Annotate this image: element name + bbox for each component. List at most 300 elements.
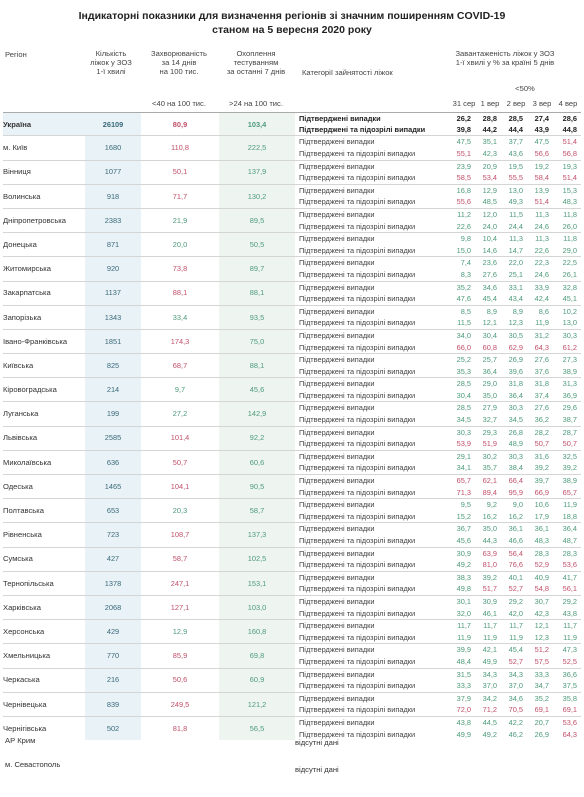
- date-header: 1 вер: [480, 99, 500, 108]
- category-label: Підтверджені випадки: [295, 354, 449, 366]
- testing-value: 142,9: [219, 402, 295, 426]
- occupancy-value: 61,2: [562, 342, 577, 352]
- occupancy-value: 36,4: [482, 366, 497, 376]
- occupancy-value: 42,1: [475, 644, 501, 656]
- occupancy-value: 76,6: [508, 560, 523, 570]
- beds-count: 636: [85, 450, 141, 474]
- threshold-testing: >24 на 100 тис.: [229, 99, 283, 108]
- testing-value: 103,4: [219, 113, 295, 136]
- category-label: Підтверджені випадки: [295, 113, 449, 125]
- occupancy-value: 27,4: [527, 113, 553, 125]
- morbidity-value: 33,4: [141, 305, 219, 329]
- occupancy-value: 30,1: [449, 595, 475, 607]
- occupancy-value: 30,5: [501, 329, 527, 341]
- testing-value: 90,5: [219, 475, 295, 499]
- region-name: Рівненська: [3, 523, 85, 547]
- occupancy-value: 51,4: [553, 136, 581, 148]
- occupancy-value: 35,2: [449, 281, 475, 293]
- occupancy-value: 16,2: [508, 511, 523, 521]
- region-name: Дніпропетровська: [3, 208, 85, 232]
- morbidity-value: 247,1: [141, 571, 219, 595]
- table-row: [3, 257, 581, 269]
- occupancy-value: 50,7: [534, 439, 549, 449]
- occupancy-value: 30,3: [501, 450, 527, 462]
- occupancy-value: 65,7: [449, 475, 475, 487]
- occupancy-value: 49,2: [482, 729, 497, 739]
- table-row: [3, 281, 581, 293]
- beds-count: 1077: [85, 160, 141, 184]
- testing-value: 45,6: [219, 378, 295, 402]
- morbidity-value: 101,4: [141, 426, 219, 450]
- occupancy-value: 36,4: [508, 390, 523, 400]
- morbidity-value: 58,7: [141, 547, 219, 571]
- header-testing: Охоплення тестуванням за останні 7 днів: [226, 49, 286, 76]
- header-category: Категорії зайнятості ліжок: [302, 68, 393, 77]
- category-label: Підтверджені випадки: [295, 136, 449, 148]
- category-label: Підтверджені випадки: [295, 499, 449, 511]
- table-row: [3, 499, 581, 511]
- occupancy-value: 29,0: [562, 245, 577, 255]
- beds-count: 1680: [85, 136, 141, 160]
- occupancy-value: 38,3: [449, 571, 475, 583]
- occupancy-value: 52,5: [562, 656, 577, 666]
- testing-value: 102,5: [219, 547, 295, 571]
- occupancy-value: 48,5: [482, 197, 497, 207]
- header-occupancy: Завантаженість ліжок у ЗОЗ 1-ї хвилі у % за країні 5 днів: [455, 49, 555, 67]
- table-row: [3, 547, 581, 559]
- testing-value: 130,2: [219, 184, 295, 208]
- threshold-morbidity: <40 на 100 тис.: [152, 99, 206, 108]
- occupancy-value: 30,4: [456, 390, 471, 400]
- testing-value: 153,1: [219, 571, 295, 595]
- category-label: Підтверджені випадки: [295, 208, 449, 220]
- occupancy-value: 14,6: [482, 245, 497, 255]
- occupancy-value: 11,9: [563, 632, 577, 642]
- category-label: Підтверджені та підозрілі випадки: [299, 390, 416, 400]
- category-label: Підтверджені та підозрілі випадки: [299, 632, 416, 642]
- region-name: Харківська: [3, 595, 85, 619]
- region-name: Миколаївська: [3, 450, 85, 474]
- category-label: Підтверджені випадки: [295, 668, 449, 680]
- occupancy-value: 56,4: [501, 547, 527, 559]
- occupancy-value: 36,1: [501, 523, 527, 535]
- occupancy-value: 66,9: [534, 487, 549, 497]
- region-name: Луганська: [3, 402, 85, 426]
- occupancy-value: 34,3: [475, 668, 501, 680]
- testing-value: 121,2: [219, 692, 295, 716]
- date-header: 3 вер: [532, 99, 552, 108]
- occupancy-value: 30,3: [501, 402, 527, 414]
- table-row: [3, 184, 581, 196]
- category-label: Підтверджені випадки: [295, 523, 449, 535]
- category-label: Підтверджені випадки: [295, 402, 449, 414]
- category-label: Підтверджені випадки: [295, 257, 449, 269]
- occupancy-value: 11,2: [449, 208, 475, 220]
- occupancy-value: 52,7: [508, 656, 523, 666]
- occupancy-value: 51,2: [527, 644, 553, 656]
- occupancy-value: 35,2: [527, 692, 553, 704]
- region-name: Закарпатська: [3, 281, 85, 305]
- table-row: [3, 113, 581, 125]
- occupancy-value: 36,2: [534, 415, 549, 425]
- morbidity-value: 71,7: [141, 184, 219, 208]
- occupancy-value: 49,9: [456, 729, 471, 739]
- morbidity-value: 88,1: [141, 281, 219, 305]
- occupancy-value: 36,4: [553, 523, 581, 535]
- occupancy-value: 11,9: [535, 318, 549, 328]
- occupancy-value: 31,6: [527, 450, 553, 462]
- occupancy-value: 48,3: [534, 536, 549, 545]
- header-beds: Кількість ліжок у ЗОЗ 1-ї хвилі: [90, 49, 132, 76]
- beds-count: 502: [85, 716, 141, 740]
- occupancy-value: 12,1: [482, 318, 497, 328]
- testing-value: 58,7: [219, 499, 295, 523]
- occupancy-value: 53,6: [553, 716, 581, 728]
- occupancy-value: 55,6: [456, 197, 471, 207]
- occupancy-value: 24,6: [534, 221, 549, 231]
- report-title: Індикаторні показники для визначення регіонів зі значним поширенням COVID-19: [78, 10, 506, 22]
- occupancy-value: 39,9: [449, 644, 475, 656]
- occupancy-value: 36,6: [553, 668, 581, 680]
- category-label: Підтверджені випадки: [295, 305, 449, 317]
- beds-count: 2585: [85, 426, 141, 450]
- morbidity-value: 73,8: [141, 257, 219, 281]
- category-label: Підтверджені та підозрілі випадки: [299, 294, 416, 304]
- morbidity-value: 80,9: [141, 113, 219, 136]
- occupancy-value: 20,7: [527, 716, 553, 728]
- occupancy-value: 33,9: [527, 281, 553, 293]
- category-label: Підтверджені та підозрілі випадки: [299, 269, 416, 279]
- date-header: 4 вер: [558, 99, 578, 108]
- category-label: Підтверджені та підозрілі випадки: [299, 342, 416, 352]
- occupancy-value: 24,4: [508, 221, 523, 231]
- occupancy-value: 19,2: [527, 160, 553, 172]
- category-label: Підтверджені випадки: [295, 329, 449, 341]
- testing-value: 93,5: [219, 305, 295, 329]
- category-label: Підтверджені випадки: [295, 450, 449, 462]
- occupancy-value: 36,1: [527, 523, 553, 535]
- occupancy-value: 35,0: [475, 523, 501, 535]
- category-label: Підтверджені випадки: [295, 160, 449, 172]
- beds-count: 918: [85, 184, 141, 208]
- occupancy-value: 26,9: [534, 729, 549, 739]
- beds-count: 770: [85, 644, 141, 668]
- occupancy-value: 46,2: [508, 729, 523, 739]
- occupancy-value: 16,8: [449, 184, 475, 196]
- table-row: [3, 644, 581, 656]
- occupancy-value: 22,6: [456, 221, 471, 231]
- occupancy-value: 30,3: [449, 426, 475, 438]
- footer-note: відсутні дані: [295, 738, 339, 747]
- table-row: [3, 668, 581, 680]
- occupancy-value: 35,3: [456, 366, 471, 376]
- occupancy-value: 28,6: [553, 113, 581, 125]
- morbidity-value: 127,1: [141, 595, 219, 619]
- occupancy-value: 40,9: [527, 571, 553, 583]
- morbidity-value: 27,2: [141, 402, 219, 426]
- occupancy-value: 11,3: [527, 233, 553, 245]
- occupancy-value: 28,5: [501, 113, 527, 125]
- occupancy-value: 39,2: [562, 463, 577, 473]
- beds-count: 1343: [85, 305, 141, 329]
- occupancy-value: 66,4: [501, 475, 527, 487]
- category-label: Підтверджені та підозрілі випадки: [299, 197, 416, 207]
- occupancy-value: 53,6: [562, 560, 577, 570]
- occupancy-value: 15,3: [553, 184, 581, 196]
- occupancy-value: 43,8: [562, 608, 577, 618]
- category-label: Підтверджені та підозрілі випадки: [299, 173, 416, 183]
- region-name: Україна: [3, 113, 85, 136]
- occupancy-value: 34,2: [475, 692, 501, 704]
- category-label: Підтверджені випадки: [295, 595, 449, 607]
- occupancy-value: 11,7: [449, 620, 475, 632]
- occupancy-value: 70,5: [508, 705, 523, 715]
- occupancy-value: 66,0: [456, 342, 471, 352]
- category-label: Підтверджені випадки: [295, 692, 449, 704]
- region-name: Сумська: [3, 547, 85, 571]
- occupancy-value: 34,1: [456, 463, 471, 473]
- occupancy-value: 54,8: [534, 584, 549, 594]
- category-label: Підтверджені випадки: [295, 378, 449, 390]
- occupancy-value: 11,7: [501, 620, 527, 632]
- table-row: [3, 620, 581, 632]
- occupancy-value: 53,9: [456, 439, 471, 449]
- occupancy-value: 37,7: [501, 136, 527, 148]
- occupancy-value: 9,0: [501, 499, 527, 511]
- beds-count: 839: [85, 692, 141, 716]
- occupancy-value: 12,3: [508, 318, 523, 328]
- occupancy-value: 11,9: [509, 632, 523, 642]
- occupancy-value: 43,4: [508, 294, 523, 304]
- region-name: Хмельницька: [3, 644, 85, 668]
- occupancy-value: 17,9: [534, 511, 549, 521]
- occupancy-value: 34,7: [534, 681, 549, 691]
- morbidity-value: 50,6: [141, 668, 219, 692]
- occupancy-value: 44,2: [482, 125, 497, 135]
- occupancy-value: 11,9: [483, 632, 497, 642]
- occupancy-value: 39,2: [534, 463, 549, 473]
- occupancy-value: 14,7: [508, 245, 523, 255]
- occupancy-value: 71,3: [456, 487, 471, 497]
- testing-value: 89,5: [219, 208, 295, 232]
- occupancy-value: 36,9: [562, 390, 577, 400]
- occupancy-value: 48,9: [508, 439, 523, 449]
- occupancy-value: 32,0: [456, 608, 471, 618]
- occupancy-value: 10,2: [553, 305, 581, 317]
- occupancy-table: [3, 112, 581, 740]
- table-row: [3, 450, 581, 462]
- testing-value: 56,5: [219, 716, 295, 740]
- testing-value: 75,0: [219, 329, 295, 353]
- occupancy-value: 27,6: [527, 402, 553, 414]
- category-label: Підтверджені та підозрілі випадки: [299, 560, 416, 570]
- occupancy-value: 30,2: [475, 450, 501, 462]
- occupancy-value: 29,6: [553, 402, 581, 414]
- occupancy-value: 19,3: [553, 160, 581, 172]
- occupancy-value: 64,3: [534, 342, 549, 352]
- occupancy-value: 38,7: [562, 415, 577, 425]
- beds-count: 2383: [85, 208, 141, 232]
- occupancy-value: 52,9: [534, 560, 549, 570]
- occupancy-value: 11,3: [527, 208, 553, 220]
- occupancy-value: 37,9: [449, 692, 475, 704]
- category-label: Підтверджені та підозрілі випадки: [299, 681, 416, 691]
- testing-value: 103,0: [219, 595, 295, 619]
- category-label: Підтверджені випадки: [295, 184, 449, 196]
- table-row: [3, 354, 581, 366]
- occupancy-value: 39,7: [527, 475, 553, 487]
- beds-count: 199: [85, 402, 141, 426]
- occupancy-value: 28,8: [475, 113, 501, 125]
- table-row: [3, 692, 581, 704]
- beds-count: 216: [85, 668, 141, 692]
- region-name: Кіровоградська: [3, 378, 85, 402]
- occupancy-value: 29,0: [475, 378, 501, 390]
- occupancy-value: 33,3: [527, 668, 553, 680]
- occupancy-value: 30,7: [527, 595, 553, 607]
- region-name: Вінниця: [3, 160, 85, 184]
- footer-region: м. Севастополь: [5, 760, 61, 769]
- region-name: Волинська: [3, 184, 85, 208]
- category-label: Підтверджені та підозрілі випадки: [299, 536, 416, 545]
- occupancy-value: 65,7: [562, 487, 577, 497]
- occupancy-value: 27,9: [475, 402, 501, 414]
- occupancy-value: 46,1: [482, 608, 497, 618]
- occupancy-value: 33,1: [501, 281, 527, 293]
- occupancy-value: 35,1: [475, 136, 501, 148]
- occupancy-value: 31,5: [449, 668, 475, 680]
- category-label: Підтверджені та підозрілі випадки: [299, 125, 426, 135]
- occupancy-value: 38,9: [553, 475, 581, 487]
- testing-value: 60,9: [219, 668, 295, 692]
- region-name: Запорізька: [3, 305, 85, 329]
- morbidity-value: 85,9: [141, 644, 219, 668]
- occupancy-value: 27,3: [553, 354, 581, 366]
- occupancy-value: 31,8: [527, 378, 553, 390]
- beds-count: 1851: [85, 329, 141, 353]
- morbidity-value: 20,0: [141, 233, 219, 257]
- occupancy-value: 89,4: [482, 487, 497, 497]
- morbidity-value: 50,1: [141, 160, 219, 184]
- morbidity-value: 68,7: [141, 354, 219, 378]
- beds-count: 1378: [85, 571, 141, 595]
- region-name: Чернівецька: [3, 692, 85, 716]
- morbidity-value: 174,3: [141, 329, 219, 353]
- occupancy-value: 26,1: [562, 269, 577, 279]
- occupancy-value: 42,0: [508, 608, 523, 618]
- occupancy-value: 11,8: [553, 233, 581, 245]
- occupancy-value: 49,2: [456, 560, 471, 570]
- beds-count: 653: [85, 499, 141, 523]
- occupancy-value: 25,2: [449, 354, 475, 366]
- occupancy-value: 45,1: [562, 294, 577, 304]
- occupancy-value: 26,0: [562, 221, 577, 231]
- category-label: Підтверджені та підозрілі випадки: [299, 415, 416, 425]
- category-label: Підтверджені випадки: [295, 547, 449, 559]
- category-label: Підтверджені та підозрілі випадки: [299, 149, 416, 158]
- occupancy-value: 11,9: [553, 499, 581, 511]
- date-header: 2 вер: [506, 99, 526, 108]
- occupancy-value: 32,8: [553, 281, 581, 293]
- occupancy-value: 58,4: [534, 173, 549, 183]
- testing-value: 137,9: [219, 160, 295, 184]
- footer-note: відсутні дані: [295, 765, 339, 774]
- occupancy-value: 49,8: [456, 584, 471, 594]
- beds-count: 2068: [85, 595, 141, 619]
- occupancy-value: 28,3: [527, 547, 553, 559]
- occupancy-value: 45,4: [501, 644, 527, 656]
- occupancy-value: 24,0: [482, 221, 497, 231]
- occupancy-value: 28,3: [553, 547, 581, 559]
- occupancy-value: 11,8: [553, 208, 581, 220]
- occupancy-value: 11,7: [475, 620, 501, 632]
- occupancy-value: 55,5: [508, 173, 523, 183]
- morbidity-value: 20,3: [141, 499, 219, 523]
- occupancy-value: 28,5: [449, 378, 475, 390]
- occupancy-value: 37,5: [562, 681, 577, 691]
- category-label: Підтверджені випадки: [295, 620, 449, 632]
- occupancy-value: 48,3: [562, 197, 577, 207]
- region-name: Полтавська: [3, 499, 85, 523]
- occupancy-value: 11,9: [457, 632, 471, 642]
- category-label: Підтверджені випадки: [295, 571, 449, 583]
- category-label: Підтверджені випадки: [295, 644, 449, 656]
- occupancy-value: 34,3: [501, 668, 527, 680]
- occupancy-value: 46,6: [508, 536, 523, 545]
- occupancy-value: 38,4: [508, 463, 523, 473]
- category-label: Підтверджені та підозрілі випадки: [299, 656, 416, 666]
- occupancy-value: 50,7: [562, 439, 577, 449]
- beds-count: 871: [85, 233, 141, 257]
- occupancy-value: 56,6: [534, 149, 549, 158]
- occupancy-value: 33,3: [456, 681, 471, 691]
- occupancy-value: 23,9: [449, 160, 475, 172]
- occupancy-value: 34,6: [475, 281, 501, 293]
- beds-count: 427: [85, 547, 141, 571]
- table-row: [3, 402, 581, 414]
- occupancy-value: 42,4: [534, 294, 549, 304]
- occupancy-value: 27,6: [527, 354, 553, 366]
- occupancy-value: 30,9: [475, 595, 501, 607]
- beds-count: 723: [85, 523, 141, 547]
- morbidity-value: 50,7: [141, 450, 219, 474]
- occupancy-value: 37,0: [508, 681, 523, 691]
- category-label: Підтверджені та підозрілі випадки: [299, 729, 416, 739]
- table-row: [3, 233, 581, 245]
- category-label: Підтверджені випадки: [295, 426, 449, 438]
- occupancy-value: 9,2: [475, 499, 501, 511]
- region-name: Тернопільська: [3, 571, 85, 595]
- occupancy-value: 23,6: [475, 257, 501, 269]
- report-subtitle: станом на 5 вересня 2020 року: [212, 24, 372, 36]
- occupancy-value: 32,5: [553, 450, 581, 462]
- occupancy-value: 25,1: [508, 269, 523, 279]
- testing-value: 160,8: [219, 620, 295, 644]
- region-name: Чернігівська: [3, 716, 85, 740]
- occupancy-value: 8,9: [501, 305, 527, 317]
- occupancy-value: 15,0: [456, 245, 471, 255]
- occupancy-value: 34,5: [508, 415, 523, 425]
- table-row: [3, 208, 581, 220]
- table-row: [3, 571, 581, 583]
- occupancy-value: 48,7: [562, 536, 577, 545]
- table-row: [3, 426, 581, 438]
- occupancy-value: 26,2: [449, 113, 475, 125]
- occupancy-value: 60,8: [482, 342, 497, 352]
- region-name: м. Київ: [3, 136, 85, 160]
- table-row: [3, 523, 581, 535]
- occupancy-value: 51,4: [534, 197, 549, 207]
